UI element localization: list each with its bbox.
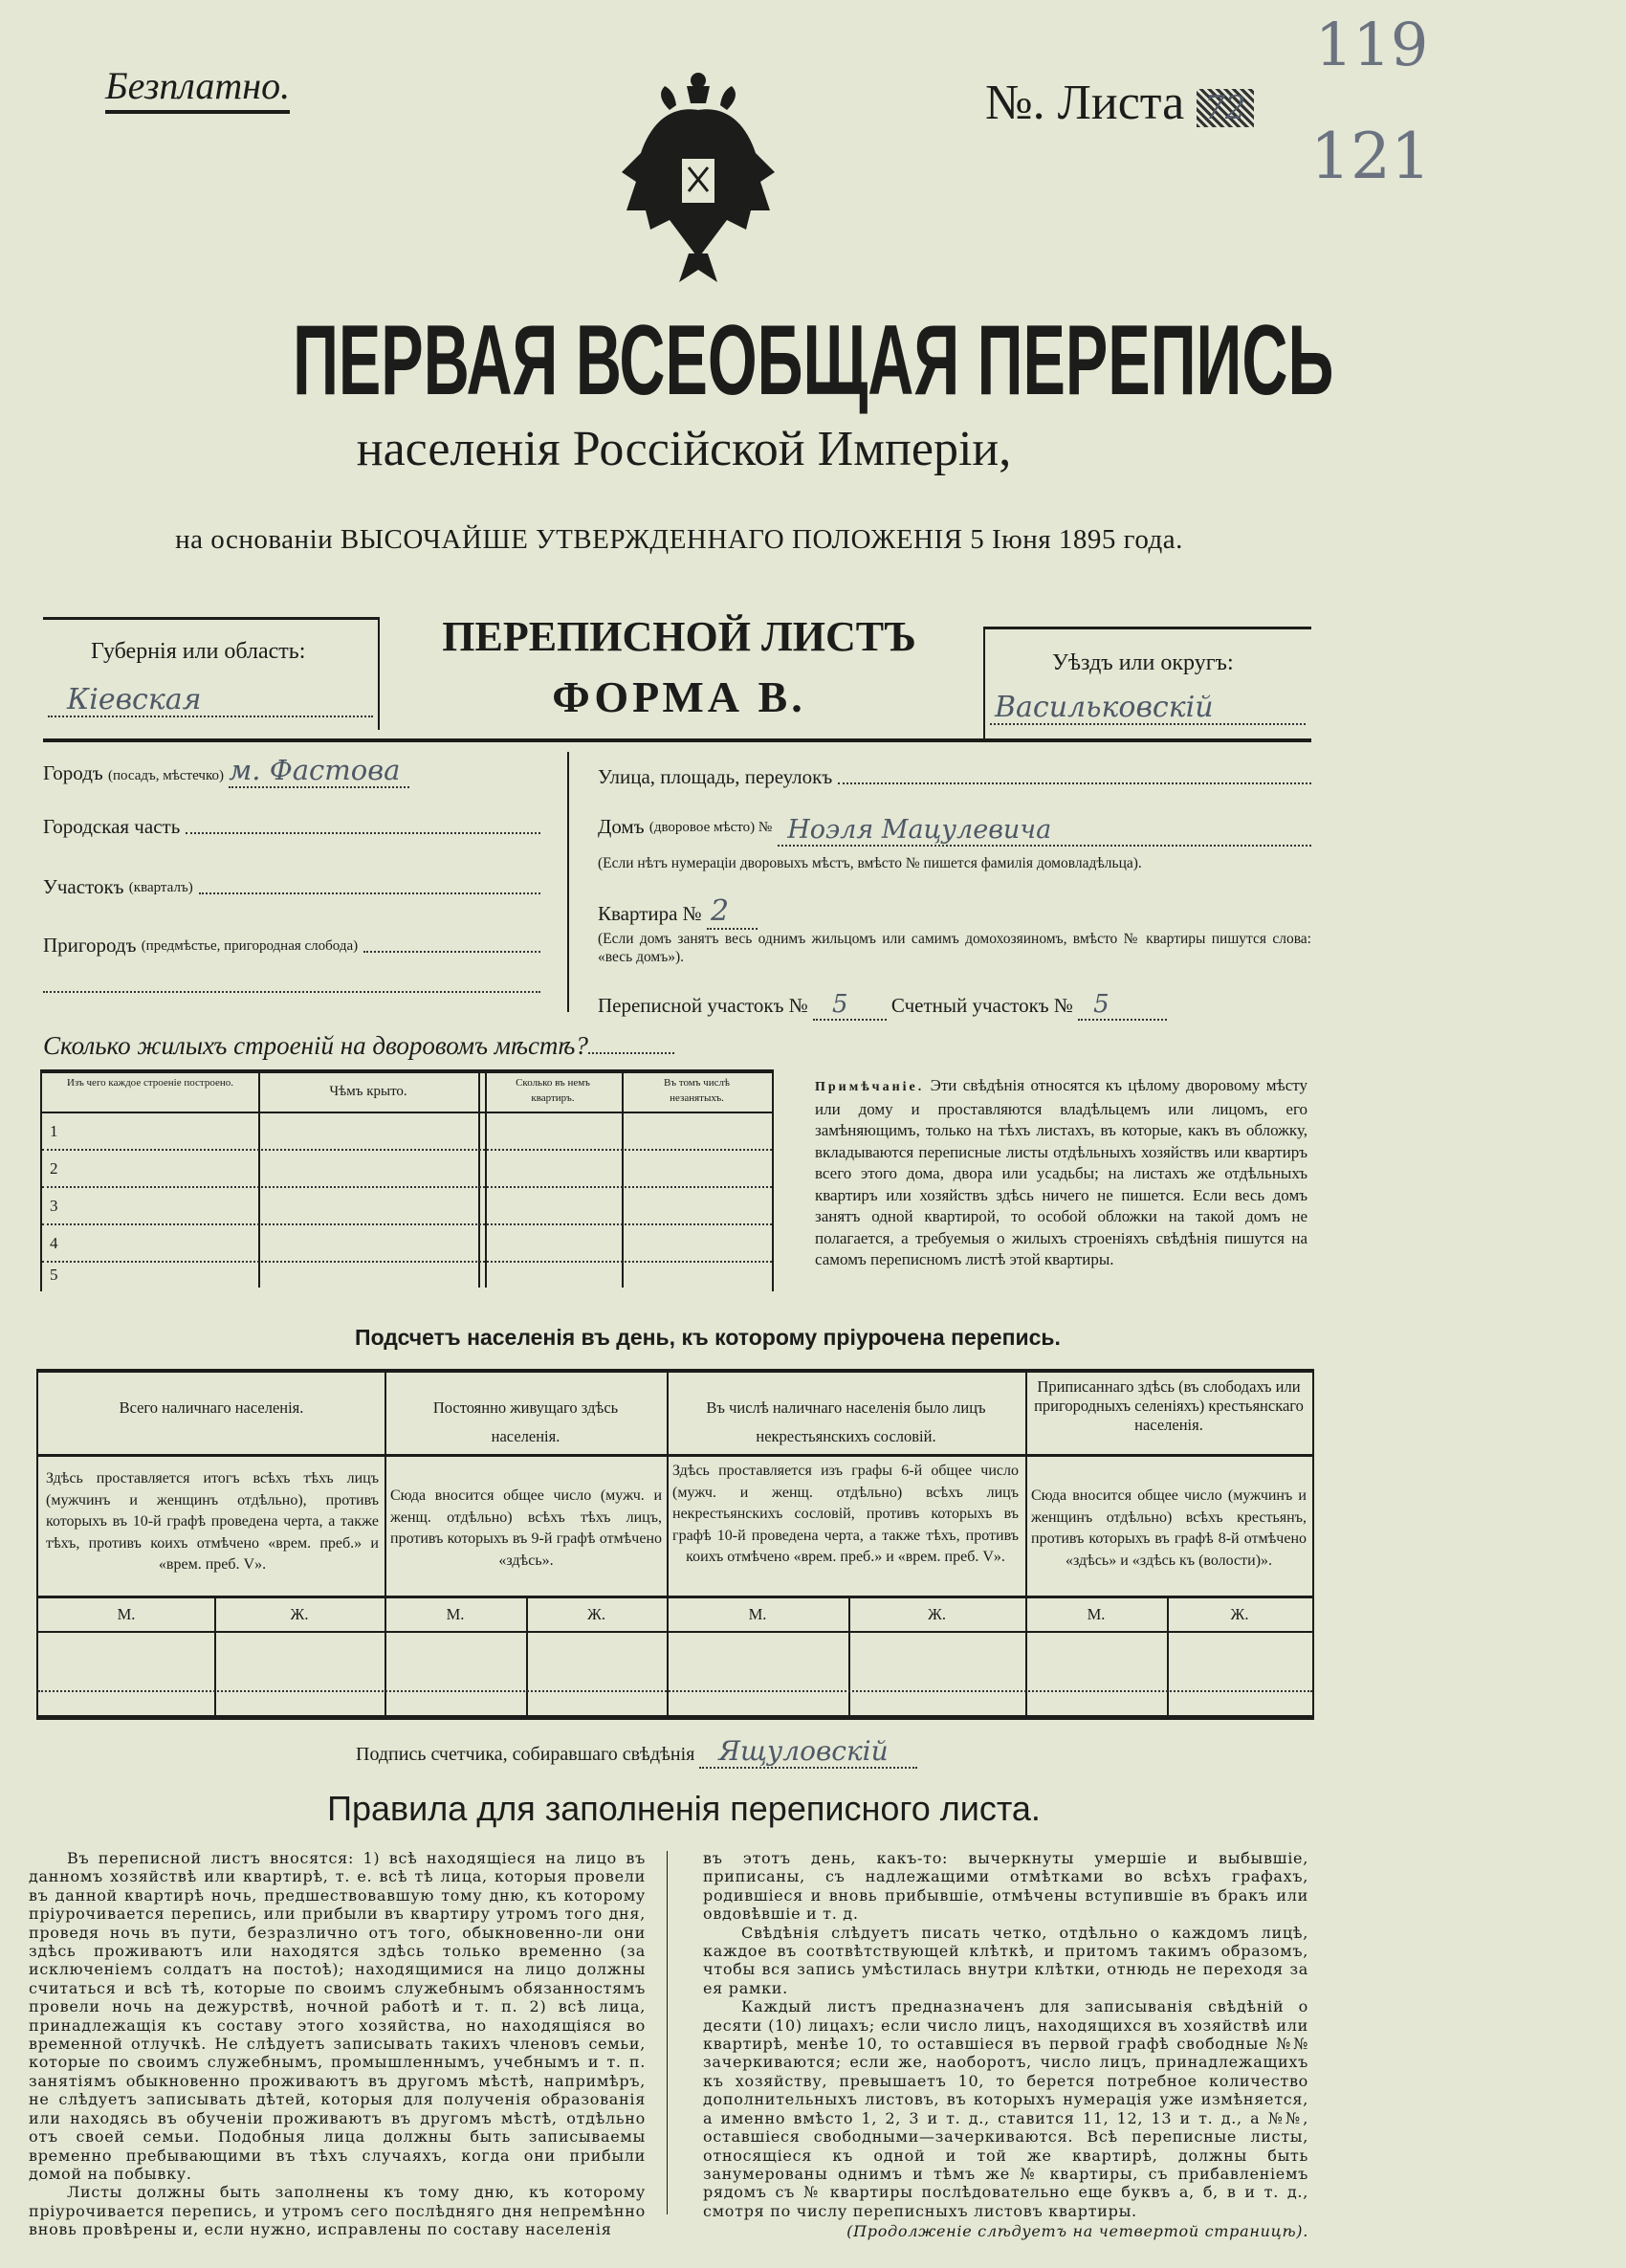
rules-continuation: (Продолженіе слѣдуетъ на четвертой страницѣ). <box>846 2222 1308 2241</box>
street-label: Улица, площадь, переулокъ <box>598 765 833 788</box>
apartment-note: (Если домъ занятъ весь однимъ жильцомъ или самимъ домохозяиномъ, вмѣсто № квартиры пишутся слова: «весь домъ»). <box>598 931 1311 965</box>
archive-number-2: 121 <box>1310 120 1431 193</box>
count-col-total-desc: Здѣсь проставляется итогъ всѣхъ тѣхъ лицъ (мужчинъ и женщинъ отдѣльно), противъ которыхъ въ 10-й графѣ проведена черта, а также тѣхъ, противъ коихъ отмѣчено «врем. преб.» и «врем. преб. V». <box>46 1470 379 1573</box>
count-district-label: Счетный участокъ № <box>890 994 1073 1017</box>
buildings-question: Сколько жилыхъ строеній на дворовомъ мѣстѣ? <box>43 1031 674 1061</box>
permanent-male-header: М. <box>446 1605 465 1623</box>
peasant-female-header: Ж. <box>1230 1605 1249 1623</box>
nonpeasant-female-header: Ж. <box>928 1605 946 1623</box>
gubernia-value: Кіевская <box>67 683 202 716</box>
free-label: Безплатно. <box>105 63 290 114</box>
rules-paragraph: въ этотъ день, какъ-то: вычеркнуты умершіе и выбывшіе, приписаны, съ надлежащими отмѣтками во всѣхъ графахъ, родившіеся и вновь прибывшіе, отмѣчены вступившіе въ бракъ или овдовѣвшіе и т. д. <box>703 1849 1308 1924</box>
table-row[interactable]: 5 <box>50 1266 58 1284</box>
census-district-field[interactable] <box>598 990 1167 1019</box>
city-value: м. Фастова <box>229 754 409 788</box>
rules-left-column <box>29 1849 646 2239</box>
suburb-field[interactable] <box>43 934 540 958</box>
peasant-male-header: М. <box>1087 1605 1106 1623</box>
legal-basis: на основаніи ВЫСОЧАЙШЕ УТВЕРЖДЕННАГО ПОЛОЖЕНІЯ 5 Іюня 1895 года. <box>175 524 1183 555</box>
buildings-note <box>815 1075 1307 1271</box>
count-col-permanent-title: Постоянно живущаго здѣсь населенія. <box>432 1398 619 1445</box>
total-female-header: Ж. <box>290 1605 309 1623</box>
signature-label: Подпись счетчика, собиравшаго свѣдѣнія <box>356 1744 695 1765</box>
rules-paragraph: Свѣдѣнія слѣдуетъ писать четко, отдѣльно о каждомъ лицѣ, каждое въ соотвѣтствующей клѣткѣ, и притомъ такимъ образомъ, чтобы вся запись умѣстилась внутри клѣтки, отнюдь не переходя за ея рамки. <box>703 1923 1308 1997</box>
house-value: Ноэля Мацулевича <box>787 815 1052 845</box>
count-district-value: 5 <box>1078 990 1167 1021</box>
census-district-value: 5 <box>813 990 887 1021</box>
city-hint: (посадъ, мѣстечко) <box>107 768 224 783</box>
district-label: Участокъ <box>43 875 124 898</box>
suburb-label: Пригородъ <box>43 934 137 957</box>
sheet-number-label: №. Листа <box>985 76 1185 130</box>
table-row[interactable]: 4 <box>42 1225 772 1263</box>
district-hint: (кварталъ) <box>128 880 193 895</box>
house-field[interactable] <box>598 815 1311 847</box>
page-subtitle: населенія Россійской Имперіи, <box>356 422 1012 476</box>
buildings-col-roof: Чѣмъ крыто. <box>329 1084 407 1099</box>
note-text: Эти свѣдѣнія относятся къ цѣлому дворовому мѣсту или дому и проставляются владѣльцемъ или лицомъ, его замѣняющимъ, только на тѣхъ листахъ, въ которые, какъ въ обложку, вкладываются переписные листы отдѣльныхъ хозяйствъ или квартиръ всего этого дома, двора или усадьбы; на листахъ же отдѣльныхъ квартиръ или хозяйствъ здѣсь ничего не пишется. Если весь домъ занятъ одной квартирой, то особой обложки на такой домъ не полагается, а требуемыя о жилыхъ строеніяхъ свѣдѣнія пишутся на самомъ переписномъ листѣ этой квартиры. <box>815 1076 1308 1268</box>
census-district-label: Переписной участокъ № <box>598 994 808 1017</box>
form-name: ФОРМА В. <box>552 672 806 721</box>
count-col-total-title: Всего наличнаго населенія. <box>119 1398 304 1417</box>
double-headed-eagle-emblem <box>612 67 784 287</box>
suburb-hint: (предмѣстье, пригородная слобода) <box>141 938 359 954</box>
table-row[interactable]: 1 <box>42 1113 772 1151</box>
extra-line[interactable] <box>43 991 540 993</box>
uezd-value: Васильковскій <box>995 691 1214 724</box>
rules-paragraph: Каждый листъ предназначенъ для записыванія свѣдѣній о десяти (10) лицахъ; если число лицъ, находящихся въ хозяйствѣ или квартирѣ, менѣе 10, то оставшіеся въ первой графѣ свободные №№ зачеркиваются; если же, наоборотъ, число лицъ, принадлежащихъ къ хозяйству, превышаетъ 10, то берется потребное количество дополнительныхъ листовъ, въ которыхъ нумерація уже измѣняется, а именно вмѣсто 1, 2, 3 и т. д., ставится 11, 12, 13 и т. д., а №№, оставшіеся свободными—зачеркиваются. Всѣ переписные листы, относящіеся къ одной и той же квартирѣ, должны быть занумерованы однимъ и тѣмъ же № квартиры, съ прибавленіемъ рядомъ съ № квартиры послѣдовательно еще буквъ а, б, в и т. д., смотря по числу переписныхъ листовъ квартиры. <box>703 1997 1308 2220</box>
form-title: ПЕРЕПИСНОЙ ЛИСТЪ <box>442 613 916 660</box>
city-field[interactable] <box>43 754 409 786</box>
count-col-peasant-title: Приписаннаго здѣсь (въ слободахъ или пригородныхъ селеніяхъ) крестьянскаго населенія. <box>1034 1377 1304 1434</box>
count-col-nonpeasant-desc: Здѣсь проставляется изъ графы 6-й общее число (мужч. и женщ. отдѣльно) всѣхъ лицъ некрестьянскихъ сословій, противъ которыхъ въ графѣ 10-й проведена черта, а также тѣхъ, противъ коихъ отмѣчено «врем. преб.» и «врем. преб. V». <box>672 1463 1019 1565</box>
table-row[interactable]: 2 <box>42 1151 772 1188</box>
city-part-field[interactable] <box>43 815 540 839</box>
sheet-number <box>985 75 1254 131</box>
city-part-label: Городская часть <box>43 815 181 838</box>
count-heading: Подсчетъ населенія въ день, къ которому пріурочена перепись. <box>355 1325 1061 1350</box>
signature-value: Ящуловскій <box>699 1735 916 1769</box>
house-hint: (дворовое мѣсто) № <box>648 820 773 835</box>
archive-number-1: 119 <box>1315 10 1429 79</box>
buildings-col-material: Изъ чего каждое строеніе построено. <box>66 1077 234 1089</box>
apartment-value: 2 <box>707 894 758 930</box>
uezd-label: Уѣздъ или округъ: <box>1052 650 1234 675</box>
permanent-female-header: Ж. <box>587 1605 605 1623</box>
rules-right-column <box>703 1849 1308 2241</box>
house-note: (Если нѣтъ нумераціи дворовыхъ мѣстъ, вмѣсто № пишется фамилія домовладѣльца). <box>598 855 1142 871</box>
page-title: ПЕРВАЯ ВСЕОБЩАЯ ПЕРЕПИСЬ <box>293 305 1334 416</box>
gubernia-label: Губернія или область: <box>91 639 306 664</box>
house-label: Домъ <box>598 815 645 838</box>
apartment-field[interactable] <box>598 894 758 928</box>
nonpeasant-male-header: М. <box>748 1605 767 1623</box>
street-field[interactable] <box>598 765 1311 789</box>
district-field[interactable] <box>43 875 540 899</box>
buildings-table[interactable] <box>40 1069 774 1291</box>
signature-field[interactable] <box>356 1735 917 1767</box>
total-male-header: М. <box>117 1605 136 1623</box>
sheet-number-value: 72 <box>1197 89 1253 127</box>
count-col-nonpeasant-title: Въ числѣ наличнаго населенія было лицъ некрестьянскихъ сословій. <box>706 1398 986 1445</box>
city-label: Городъ <box>43 761 103 784</box>
note-title: Примѣчаніе. <box>815 1080 925 1094</box>
buildings-col-apartments: Сколько въ немъ квартиръ. <box>516 1077 590 1104</box>
table-row[interactable]: 3 <box>42 1188 772 1225</box>
buildings-col-vacant: Въ томъ числѣ незанятыхъ. <box>664 1077 730 1104</box>
count-col-permanent-desc: Сюда вносится общее число (мужч. и женщ. отдѣльно) всѣхъ тѣхъ лицъ, противъ которыхъ въ 9-й графѣ отмѣчено «здѣсь». <box>390 1487 662 1569</box>
rules-paragraph: Листы должны быть заполнены къ тому дню, къ которому пріурочивается перепись, и утромъ сего послѣдняго дня непремѣнно вновь провѣрены и, если нужно, исправлены по составу населенія <box>29 2183 646 2239</box>
rules-paragraph: Въ переписной листъ вносятся: 1) всѣ находящіеся на лицо въ данномъ хозяйствѣ или квартирѣ, т. е. всѣ тѣ лица, которыя провели въ данной квартирѣ ночь, предшествовавшую тому дню, къ которому пріурочивается перепись, или прибыли въ квартиру утромъ того дня, проведя ночь въ пути, безразлично отъ того, обыкновенно-ли они здѣсь проживаютъ или находятся здѣсь только временно (за исключеніемъ солдатъ на постоѣ); находящимися на лицо должны считаться и всѣ тѣ, которые по своимъ служебнымъ обязанностямъ провели ночь на дежурствѣ, ночной работѣ и т. п. 2) всѣ лица, принадлежащія къ составу этого хозяйства, но находящіяся во временной отлучкѣ. Не слѣдуетъ записывать такихъ членовъ семьи, которые по своимъ служебнымъ, промышленнымъ, учебнымъ и т. п. занятіямъ обыкновенно проживаютъ въ другомъ мѣстѣ, напримѣръ, не слѣдуетъ записывать дѣтей, которыя для полученія образованія или находясь въ обученіи проживаютъ въ другомъ мѣстѣ, отдѣльно отъ своей семьи. Подобныя лица должны быть записываемы временно пребывающими въ тѣхъ случаяхъ, когда они прибыли домой на побывку. <box>29 1849 646 2183</box>
count-col-peasant-desc: Сюда вносится общее число (мужчинъ и женщинъ отдѣльно) всѣхъ крестьянъ, противъ которыхъ въ графѣ 8-й отмѣчено «здѣсь» и «здѣсь къ (волости)». <box>1031 1487 1307 1569</box>
apartment-label: Квартира № <box>598 902 702 925</box>
rules-heading: Правила для заполненія переписного листа. <box>327 1789 1041 1828</box>
population-count-table[interactable] <box>36 1369 1314 1720</box>
